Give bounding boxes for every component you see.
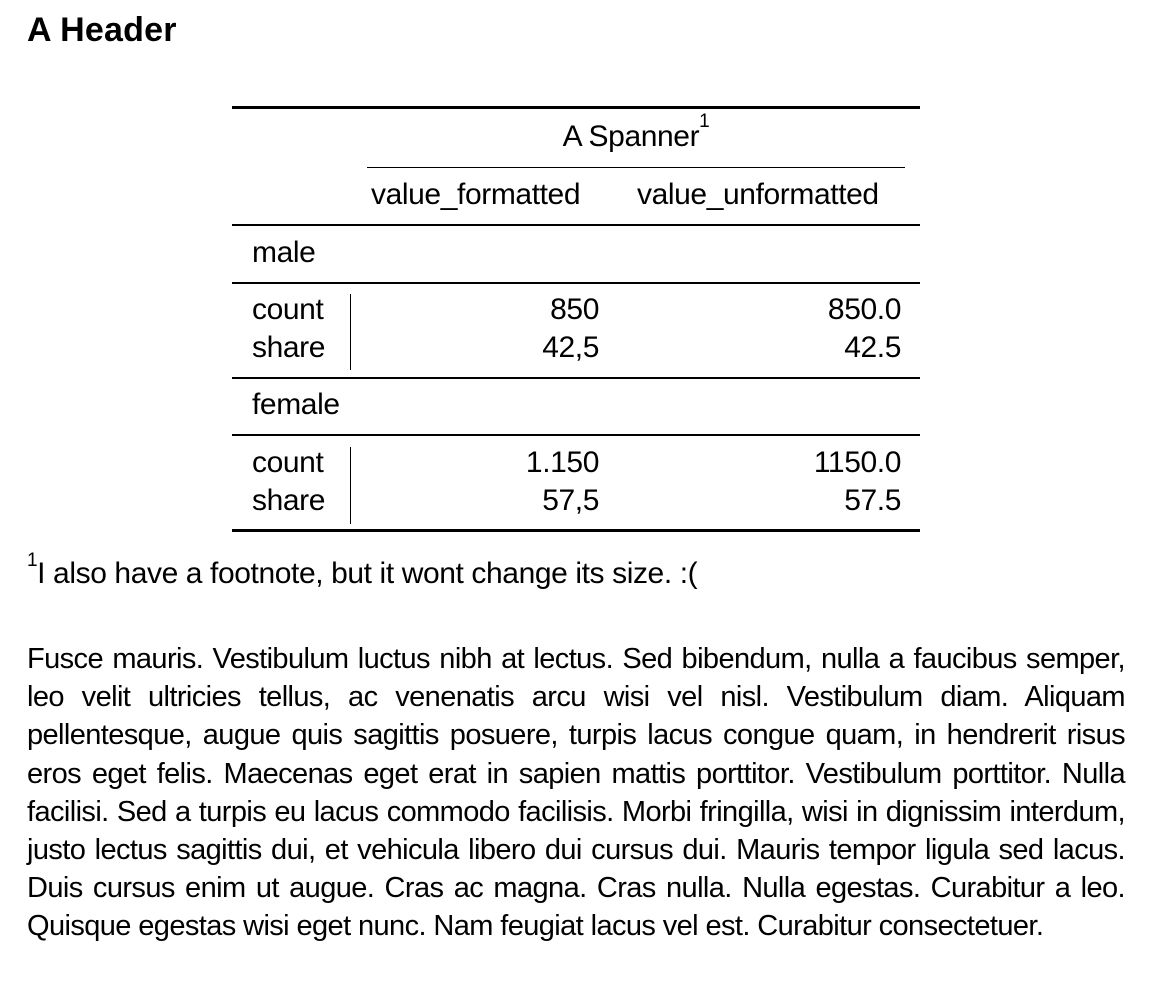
table-cell-value-unformatted: 42.5 [844,331,901,364]
spanner-footnote-mark: 1 [699,111,710,132]
table-row-stub: share [252,331,326,364]
table-cell-value-formatted: 1.150 [525,446,599,479]
footnote-mark: 1 [27,550,38,571]
table-footnote [27,550,698,593]
table-row-stub: count [252,446,324,479]
table-cell-value-formatted: 42,5 [542,331,599,364]
footnote-text: I also have a footnote, but it wont change its size. :( [37,557,698,590]
header-bottom-rule [232,224,920,226]
stub-separator [350,294,351,370]
group-label-male: male [252,236,316,269]
group-rule [232,282,920,284]
table-row-stub: count [252,293,324,326]
table-top-rule [232,106,920,109]
group-label-female: female [252,388,340,421]
table-cell-value-formatted: 850 [550,293,599,326]
column-header-value-unformatted: value_unformatted [637,178,879,211]
body-paragraph: Fusce mauris. Vestibulum luctus nibh at lectus. Sed bibendum, nulla a faucibus semper, leo velit ultricies tellus, ac venenatis arcu wisi vel nisl. Vestibulum diam. Aliquam pellentesque, augue quis sagittis posuere, turpis lacus congue quam, in hendrerit risus eros eget felis. Maecenas eget erat in sapien mattis porttitor. Vestibulum porttitor. Nulla facilisi. Sed a turpis eu lacus commodo facilisis. Morbi fringilla, wisi in dignissim interdum, justo lectus sagittis dui, et vehicula libero dui cursus dui. Mauris tempor ligula sed lacus. Duis cursus enim ut augue. Cras ac magna. Cras nulla. Nulla egestas. Curabitur a leo. Quisque egestas wisi eget nunc. Nam feugiat lacus vel est. Curabitur consectetuer. [27,643,1125,943]
column-header-value-formatted: value_formatted [371,178,581,211]
table-bottom-rule [232,529,920,532]
column-spanner [367,111,905,156]
stub-separator [350,447,351,524]
spanner-label: A Spanner [562,120,700,153]
table-cell-value-unformatted: 1150.0 [813,446,901,479]
summary-table [232,106,920,532]
table-cell-value-unformatted: 850.0 [827,293,901,326]
table-cell-value-formatted: 57,5 [542,484,599,517]
spanner-rule [367,167,905,168]
page-title: A Header [27,11,177,49]
table-cell-value-unformatted: 57.5 [844,484,901,517]
table-row-stub: share [252,484,326,517]
group-rule [232,434,920,436]
group-rule [232,377,920,379]
